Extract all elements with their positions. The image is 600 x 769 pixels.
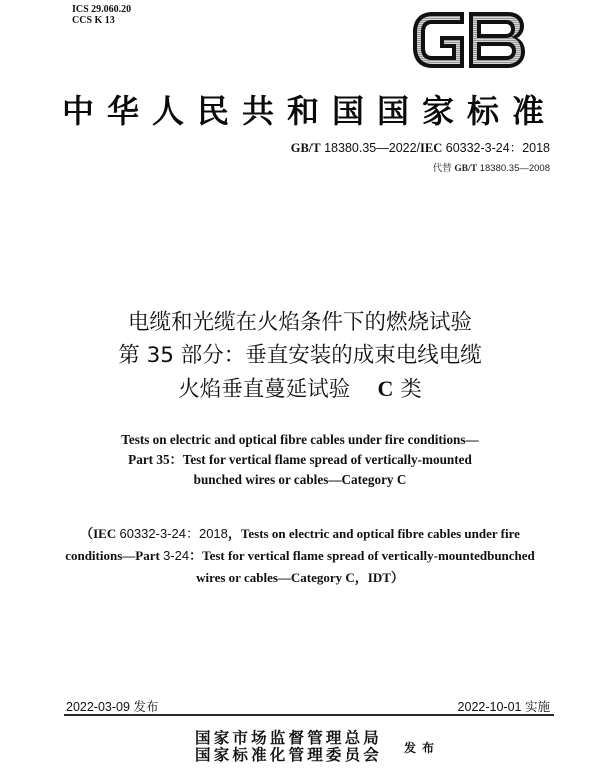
gb-logo-icon [410, 8, 528, 72]
ics-code: ICS 29.060.20 [72, 4, 132, 15]
issuer-sac: 国家标准化管理委员会 [195, 745, 383, 764]
iec-ref-part: 3-24 [163, 548, 190, 563]
implement-date-label: 实施 [524, 700, 550, 714]
implement-date-value: 2022-10-01 [457, 700, 522, 714]
divider-rule [64, 714, 554, 716]
implementation-date [458, 697, 550, 715]
iec-ref-line-1 [0, 523, 600, 545]
iec-ref-number: 60332-3-24：2018 [119, 526, 228, 541]
iec-ref-line-2 [0, 545, 600, 567]
ccs-code: CCS K 13 [72, 15, 115, 26]
publish-label: 发布 [404, 741, 441, 755]
chinese-title [0, 306, 600, 406]
en-title-line-3: bunched wires or cables—Category C [193, 472, 407, 487]
replaces-label: 代替 [432, 163, 452, 174]
replaces-standard [433, 160, 550, 174]
en-title-line-1: Tests on electric and optical fibre cables under fire conditions— [121, 432, 479, 447]
cn-title-category: C [377, 376, 394, 401]
issuing-authorities [195, 729, 382, 763]
replaces-number: 18380.35—2008 [479, 163, 550, 174]
issue-date-value: 2022-03-09 [66, 700, 130, 714]
cn-title-line-3 [0, 372, 600, 406]
national-standard-heading: 中华人民共和国国家标准 [62, 92, 558, 130]
std-prefix: GB/T [290, 141, 321, 155]
iec-ref-line-2-rest: ：Test for vertical flame spread of vertically-mountedbunched [189, 548, 535, 563]
issue-date [66, 697, 158, 715]
issuer-samr: 国家市场监督管理总局 [195, 728, 383, 747]
iec-ref-line-3: wires or cables—Category C，IDT） [196, 570, 404, 585]
iec-ref-line-2-a: conditions—Part [65, 548, 164, 563]
english-title [0, 430, 600, 490]
iec-ref-line-1-rest: ，Tests on electric and optical fibre cables under fire [227, 526, 520, 541]
classification-codes [72, 4, 131, 26]
iec-ref-open: （IEC [80, 526, 120, 541]
std-number: 18380.35—2022/ [324, 141, 421, 155]
iec-number: 60332-3-24：2018 [445, 141, 550, 155]
standard-number [291, 138, 550, 156]
iec-reference [0, 523, 600, 589]
cn-title-line-2: 第 35 部分：垂直安装的成束电线电缆 [118, 343, 482, 368]
iec-prefix: IEC [420, 141, 443, 155]
cn-title-line-3-main: 火焰垂直蔓延试验 [178, 377, 351, 402]
cn-title-line-1: 电缆和光缆在火焰条件下的燃烧试验 [127, 310, 472, 335]
replaces-prefix: GB/T [454, 164, 478, 174]
issue-date-label: 发布 [133, 700, 159, 714]
cn-title-line-3-suffix: 类 [400, 377, 422, 402]
en-title-line-2: Part 35：Test for vertical flame spread of vertically-mounted [128, 452, 472, 467]
